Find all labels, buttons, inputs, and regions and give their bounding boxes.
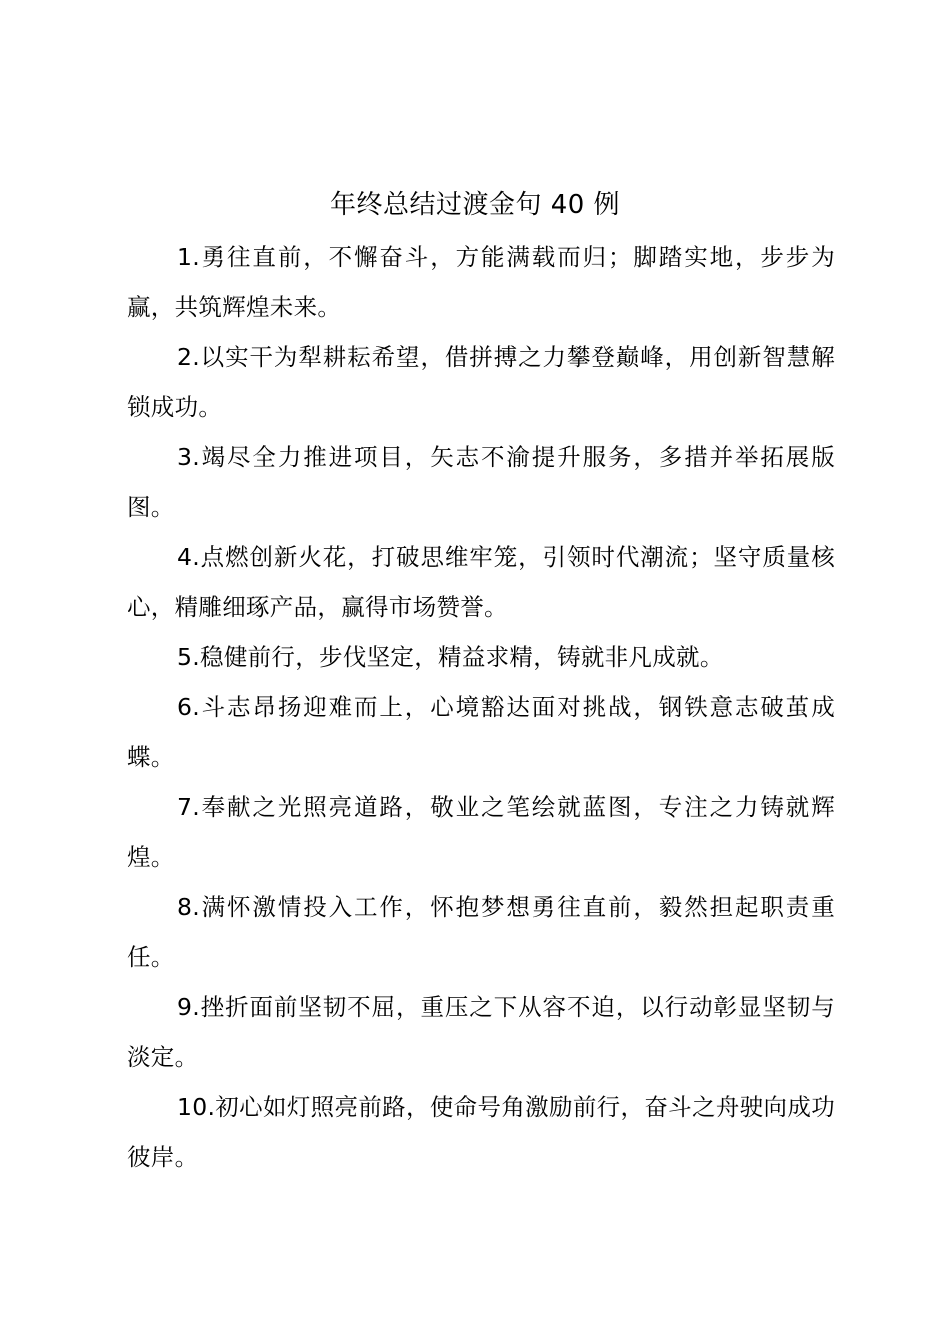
paragraph-8: 8.满怀激情投入工作，怀抱梦想勇往直前，毅然担起职责重任。 <box>127 893 835 971</box>
paragraph-1: 1.勇往直前，不懈奋斗，方能满载而归；脚踏实地，步步为赢，共筑辉煌未来。 <box>127 243 835 321</box>
paragraph-4: 4.点燃创新火花，打破思维牢笼，引领时代潮流；坚守质量核心，精雕细琢产品，赢得市场赞誉。 <box>127 543 835 621</box>
paragraph-7: 7.奉献之光照亮道路，敬业之笔绘就蓝图，专注之力铸就辉煌。 <box>127 793 835 871</box>
document-body <box>127 232 835 1182</box>
paragraph-5: 5.稳健前行，步伐坚定，精益求精，铸就非凡成就。 <box>177 643 724 671</box>
paragraph-3: 3.竭尽全力推进项目，矢志不渝提升服务，多措并举拓展版图。 <box>127 443 835 521</box>
paragraph-10: 10.初心如灯照亮前路，使命号角激励前行，奋斗之舟驶向成功彼岸。 <box>127 1093 835 1171</box>
paragraph-2: 2.以实干为犁耕耘希望，借拼搏之力攀登巅峰，用创新智慧解锁成功。 <box>127 343 835 421</box>
paragraph-6: 6.斗志昂扬迎难而上，心境豁达面对挑战，钢铁意志破茧成蝶。 <box>127 693 835 771</box>
paragraph-9: 9.挫折面前坚韧不屈，重压之下从容不迫，以行动彰显坚韧与淡定。 <box>127 993 835 1071</box>
document-title: 年终总结过渡金句 40 例 <box>329 190 621 220</box>
